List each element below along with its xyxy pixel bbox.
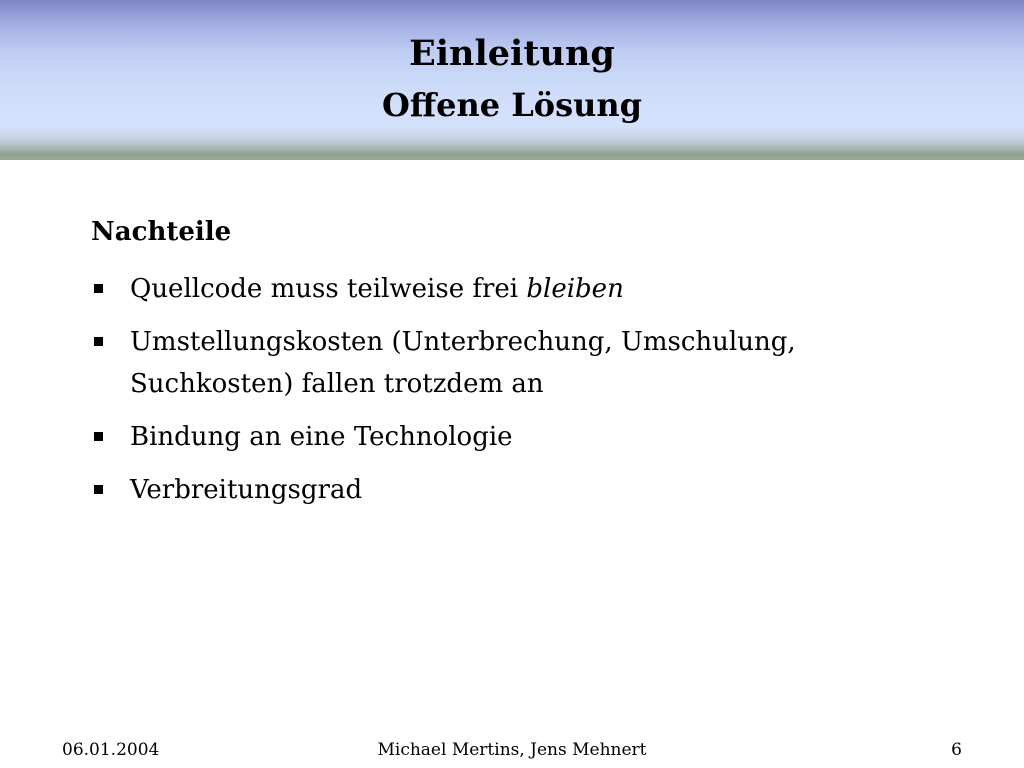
bullet-item-switching-costs: [91, 321, 941, 405]
bullet-text: Verbreitungsgrad: [130, 475, 363, 505]
bullet-item-technology-binding: [91, 416, 941, 458]
page-number: 6: [951, 740, 962, 760]
footer-authors: Michael Mertins, Jens Mehnert: [377, 740, 647, 760]
square-bullet-icon: [94, 485, 103, 494]
slide-header: [0, 0, 1024, 160]
square-bullet-icon: [94, 432, 103, 441]
bullet-text-main: Quellcode muss teilweise frei: [130, 274, 527, 304]
slide-title: Einleitung: [409, 33, 615, 74]
square-bullet-icon: [94, 284, 103, 293]
footer-date: 06.01.2004: [62, 740, 160, 760]
bullet-text: [130, 274, 624, 304]
bullet-list: [91, 268, 941, 522]
bullet-text: Bindung an eine Technologie: [130, 422, 513, 452]
bullet-item-source-code: [91, 268, 941, 310]
bullet-text-emphasis: bleiben: [526, 274, 624, 304]
section-heading: Nachteile: [91, 217, 232, 247]
bullet-item-distribution: [91, 469, 941, 511]
bullet-text: Umstellungskosten (Unterbrechung, Umschulung, Suchkosten) fallen trotzdem an: [130, 327, 796, 399]
slide-subtitle: Offene Lösung: [381, 86, 643, 124]
square-bullet-icon: [94, 337, 103, 346]
